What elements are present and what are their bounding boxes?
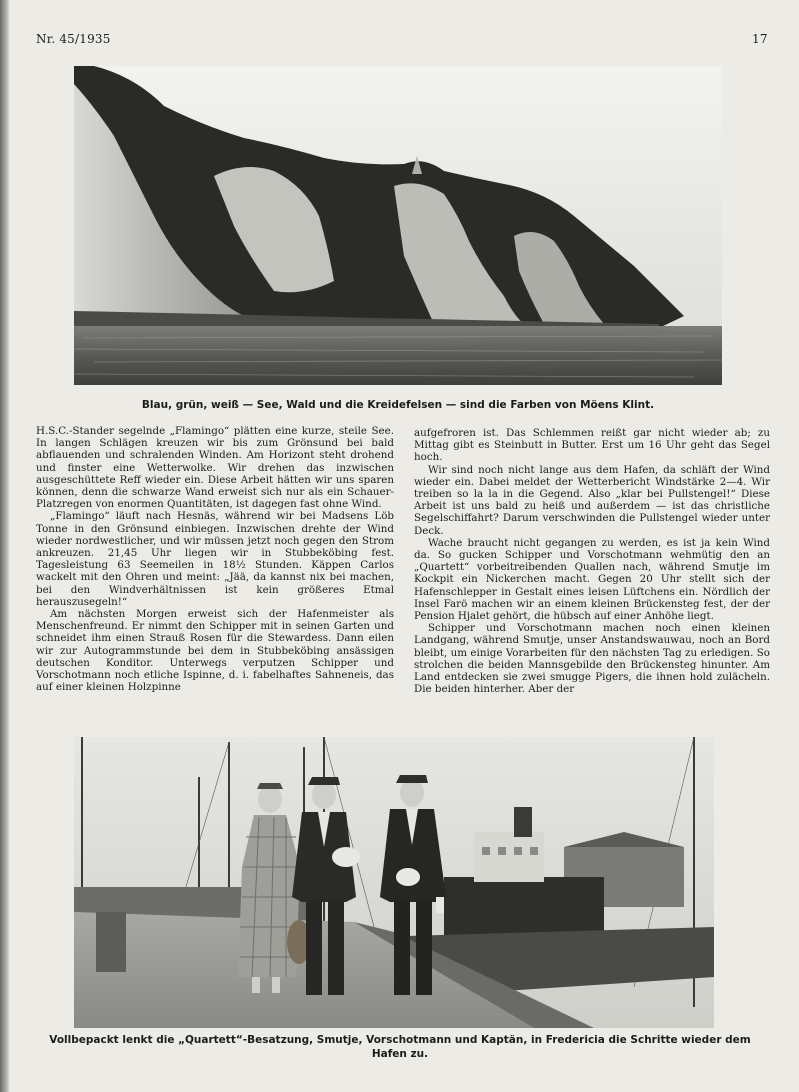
harbour-crew-photo	[74, 737, 714, 1028]
page-binding-shadow	[0, 0, 10, 1092]
cliff-photo-caption: Blau, grün, weiß — See, Wald und die Kreidefelsen — sind die Farben von Möens Klint.	[141, 399, 655, 411]
harbour-photo-caption: Vollbepackt lenkt die „Quartett“-Besatzung, Smutje, Vorschotmann und Kaptän, in Fredericia die Schritte wieder dem Hafen zu.	[49, 1034, 751, 1060]
article-column-left	[36, 425, 394, 693]
paragraph: Schipper und Vorschotmann machen noch einen kleinen Landgang, während Smutje, unser Anstandswauwau, noch an Bord bleibt, um einige Vorarbeiten für den nächsten Tag zu erledigen. So strolchen die beiden Mannsgebilde den Brückensteg hinunter. Am Land entdecken sie zwei smugge Pigers, die ihnen hold zulächeln. Die beiden hinterher. Aber der	[414, 622, 770, 696]
paragraph: Am nächsten Morgen erweist sich der Hafenmeister als Menschenfreund. Er nimmt den Schipper mit in seinen Garten und schneidet ihm einen Strauß Rosen für die Stewardess. Dann eilen wir zur Autogrammstunde bei dem in Stubbeköbing ansässigen deutschen Konditor. Unterwegs verputzen Schipper und Vorschotmann noch etliche Ispinne, d. i. fabelhaftes Sahneneis, das auf einer kleinen Holzpinne	[36, 608, 394, 694]
cliff-photo	[74, 66, 722, 385]
paragraph: „Flamingo“ läuft nach Hesnäs, während wir bei Madsens Löb Tonne in den Grönsund einbiegen. Inzwischen drehte der Wind wieder nordwestlicher, und wir müssen jetzt noch gegen den Strom ankreuzen. 21,45 Uhr liegen wir in Stubbeköbing fest. Tagesleistung 63 Seemeilen in 18½ Stunden. Käppen Carlos wackelt mit den Ohren und meint: „Jää, da kannst nix bei machen, bei den Windverhältnissen ist kein größeres Etmal herauszusegeln!“	[36, 510, 394, 608]
paragraph: Wache braucht nicht gegangen zu werden, es ist ja kein Wind da. So gucken Schipper und Vorschotmann wehmütig den an „Quartett“ vorbeitreibenden Quallen nach, während Smutje im Kockpit ein Nickerchen macht. Gegen 20 Uhr stellt sich der Hafenschlepper in Gestalt eines leisen Lüftchens ein. Nördlich der Insel Farö machen wir an einem kleinen Brückensteg fest, der der Pension Hjalet gehört, die hübsch auf einer Anhöhe liegt.	[414, 536, 770, 623]
paragraph: aufgefroren ist. Das Schlemmen reißt gar nicht wieder ab; zu Mittag gibt es Steinbutt in Butter. Erst um 16 Uhr geht das Segel hoch.	[414, 427, 770, 464]
cliff-photo-illustration	[74, 66, 722, 385]
harbour-crew-illustration	[74, 737, 714, 1028]
article-column-right	[414, 427, 770, 695]
page-number: 17	[752, 32, 768, 46]
paragraph: H.S.C.-Stander segelnde „Flamingo“ plätten eine kurze, steile See. In langen Schlägen kreuzen wir bis zum Grönsund bei bald abflauenden und schralenden Winden. Am Horizont steht drohend und finster eine Wetterwolke. Wir drehen das inzwischen ausgeschüttete Reff wieder ein. Diese Arbeit hätten wir uns sparen können, denn die schwarze Wand erweist sich nur als ein Schauer-Platzregen von enormen Quantitäten, ist dagegen fast ohne Wind.	[36, 425, 394, 511]
issue-number: Nr. 45/1935	[36, 32, 111, 46]
paragraph: Wir sind noch nicht lange aus dem Hafen, da schläft der Wind wieder ein. Dabei meldet der Wetterbericht Windstärke 2—4. Wir treiben so la la in die Gegend. Also „klar bei Pullstengel!“ Diese Arbeit ist uns bald zu heiß und außerdem — ist das christliche Segelschiffahrt? Darum verschwinden die Pullstengel wieder unter Deck.	[414, 463, 770, 537]
